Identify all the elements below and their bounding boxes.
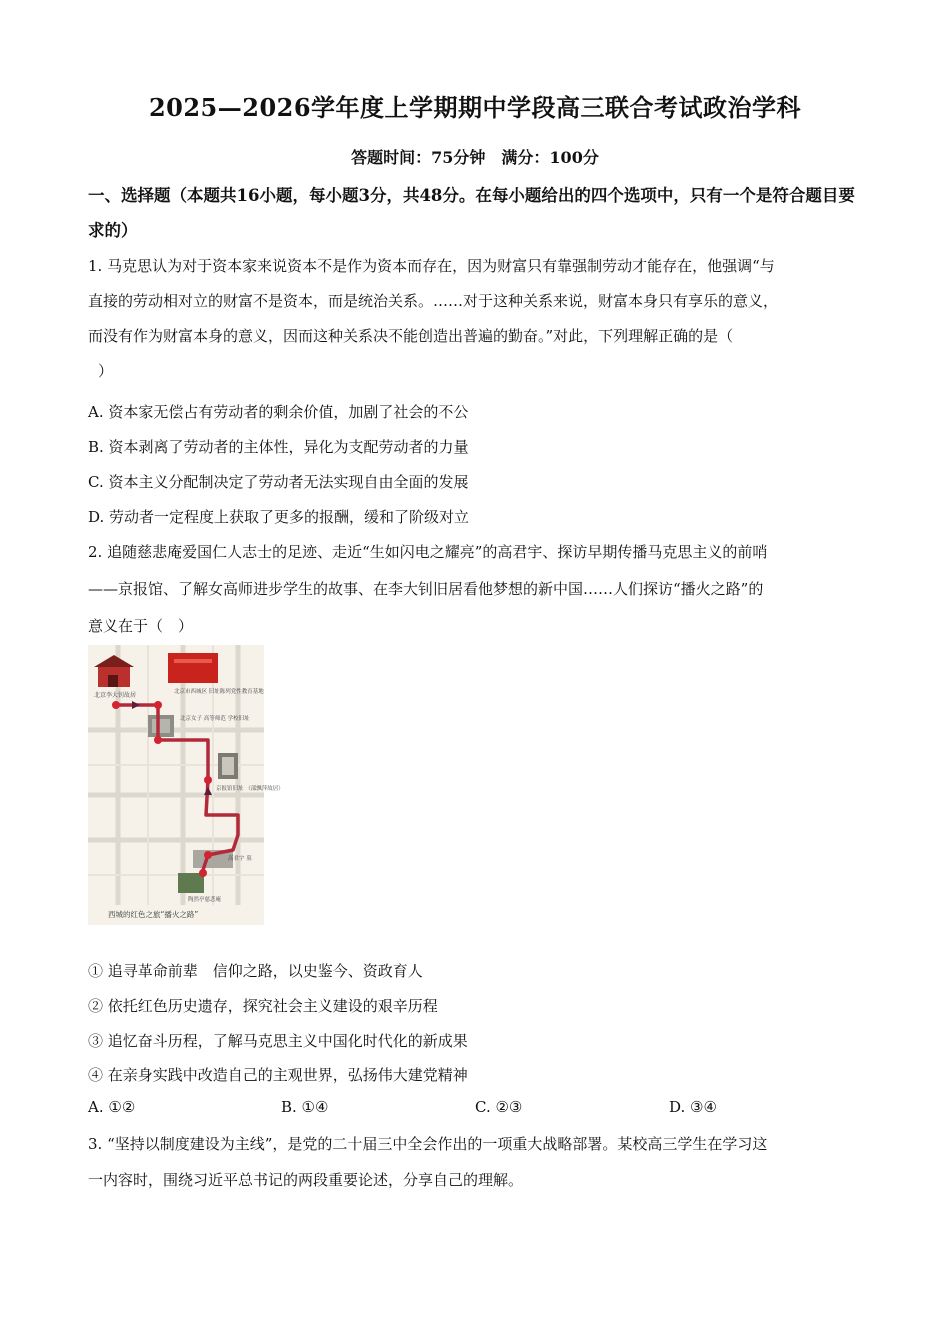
q1-line: 而没有作为财富本身的意义，因而这种关系决不能创造出普遍的勤奋。”对此，下列理解正确的是（ [88,327,734,345]
q2-line: ——京报馆、了解女高师进步学生的故事、在李大钊旧居看他梦想的新中国……人们探访“播火之路”的 [88,580,764,598]
q2-option-d: D. ③④ [669,1098,717,1116]
section-heading: 一、选择题（本题共16小题，每小题3分，共48分。在每小题给出的四个选项中，只有一个是符合题目要求的） [88,186,855,240]
q3-line: 一内容时，围绕习近平总书记的两段重要论述，分享自己的理解。 [88,1171,524,1189]
q2-statement-4: ④ 在亲身实践中改造自己的主观世界，弘扬伟大建党精神 [88,1066,468,1084]
q1-option-d: D. 劳动者一定程度上获取了更多的报酬，缓和了阶级对立 [88,508,470,526]
q2-option-a: A. ①② [88,1098,136,1116]
q2-line: 2. 追随慈悲庵爱国仁人志士的足迹、走近“生如闪电之耀亮”的高君宇、探访早期传播马克思主义的前哨 [88,543,768,561]
map-label: 京报馆旧址 （邵飘萍故居） [216,786,284,792]
building-icon [218,753,238,779]
building-icon [148,715,174,737]
q3-line: 3. “坚持以制度建设为主线”，是党的二十届三中全会作出的一项重大战略部署。某校高三学生在学习这 [88,1135,768,1153]
q1-line: ） [98,362,114,380]
q2-statement-2: ② 依托红色历史遗存，探究社会主义建设的艰辛历程 [88,997,438,1015]
q1-line: 1. 马克思认为对于资本家来说资本不是作为资本而存在，因为财富只有靠强制劳动才能存在，他强调“与 [88,257,775,275]
map-caption: 西城的红色之旅“播火之路” [108,910,199,919]
map-label: 陶然亭慈悲庵 [188,897,222,903]
page-title: 2025—2026学年度上学期期中学段高三联合考试政治学科 [148,93,802,122]
building-icon [168,653,218,683]
map-label: 北京市西城区 旧址陈列党性教育基地 [174,689,264,695]
q2-statement-3: ③ 追忆奋斗历程，了解马克思主义中国化时代化的新成果 [88,1032,468,1050]
q1-option-a: A. 资本家无偿占有劳动者的剩余价值，加剧了社会的不公 [88,403,469,421]
q1-line: 直接的劳动相对立的财富不是资本，而是统治关系。……对于这种关系来说，财富本身只有享乐的意义， [88,292,779,310]
map-label: 北京女子 高等师范 学校旧址 [180,716,250,722]
q2-line: 意义在于（ ） [88,617,194,635]
q2-statement-1: ① 追寻革命前辈 信仰之路，以史鉴今、资政育人 [88,962,423,980]
route-map-image [88,645,284,925]
route-map-svg [88,645,284,925]
map-label: 高君宇 墓 [228,856,252,862]
q2-option-c: C. ②③ [475,1098,523,1116]
exam-info: 答题时间：75分钟 满分：100分 [351,148,599,167]
q2-option-b: B. ①④ [281,1098,329,1116]
q1-option-c: C. 资本主义分配制决定了劳动者无法实现自由全面的发展 [88,473,469,491]
q1-option-b: B. 资本剥离了劳动者的主体性，异化为支配劳动者的力量 [88,438,469,456]
map-label: 北京李大钊故居 [94,692,137,699]
